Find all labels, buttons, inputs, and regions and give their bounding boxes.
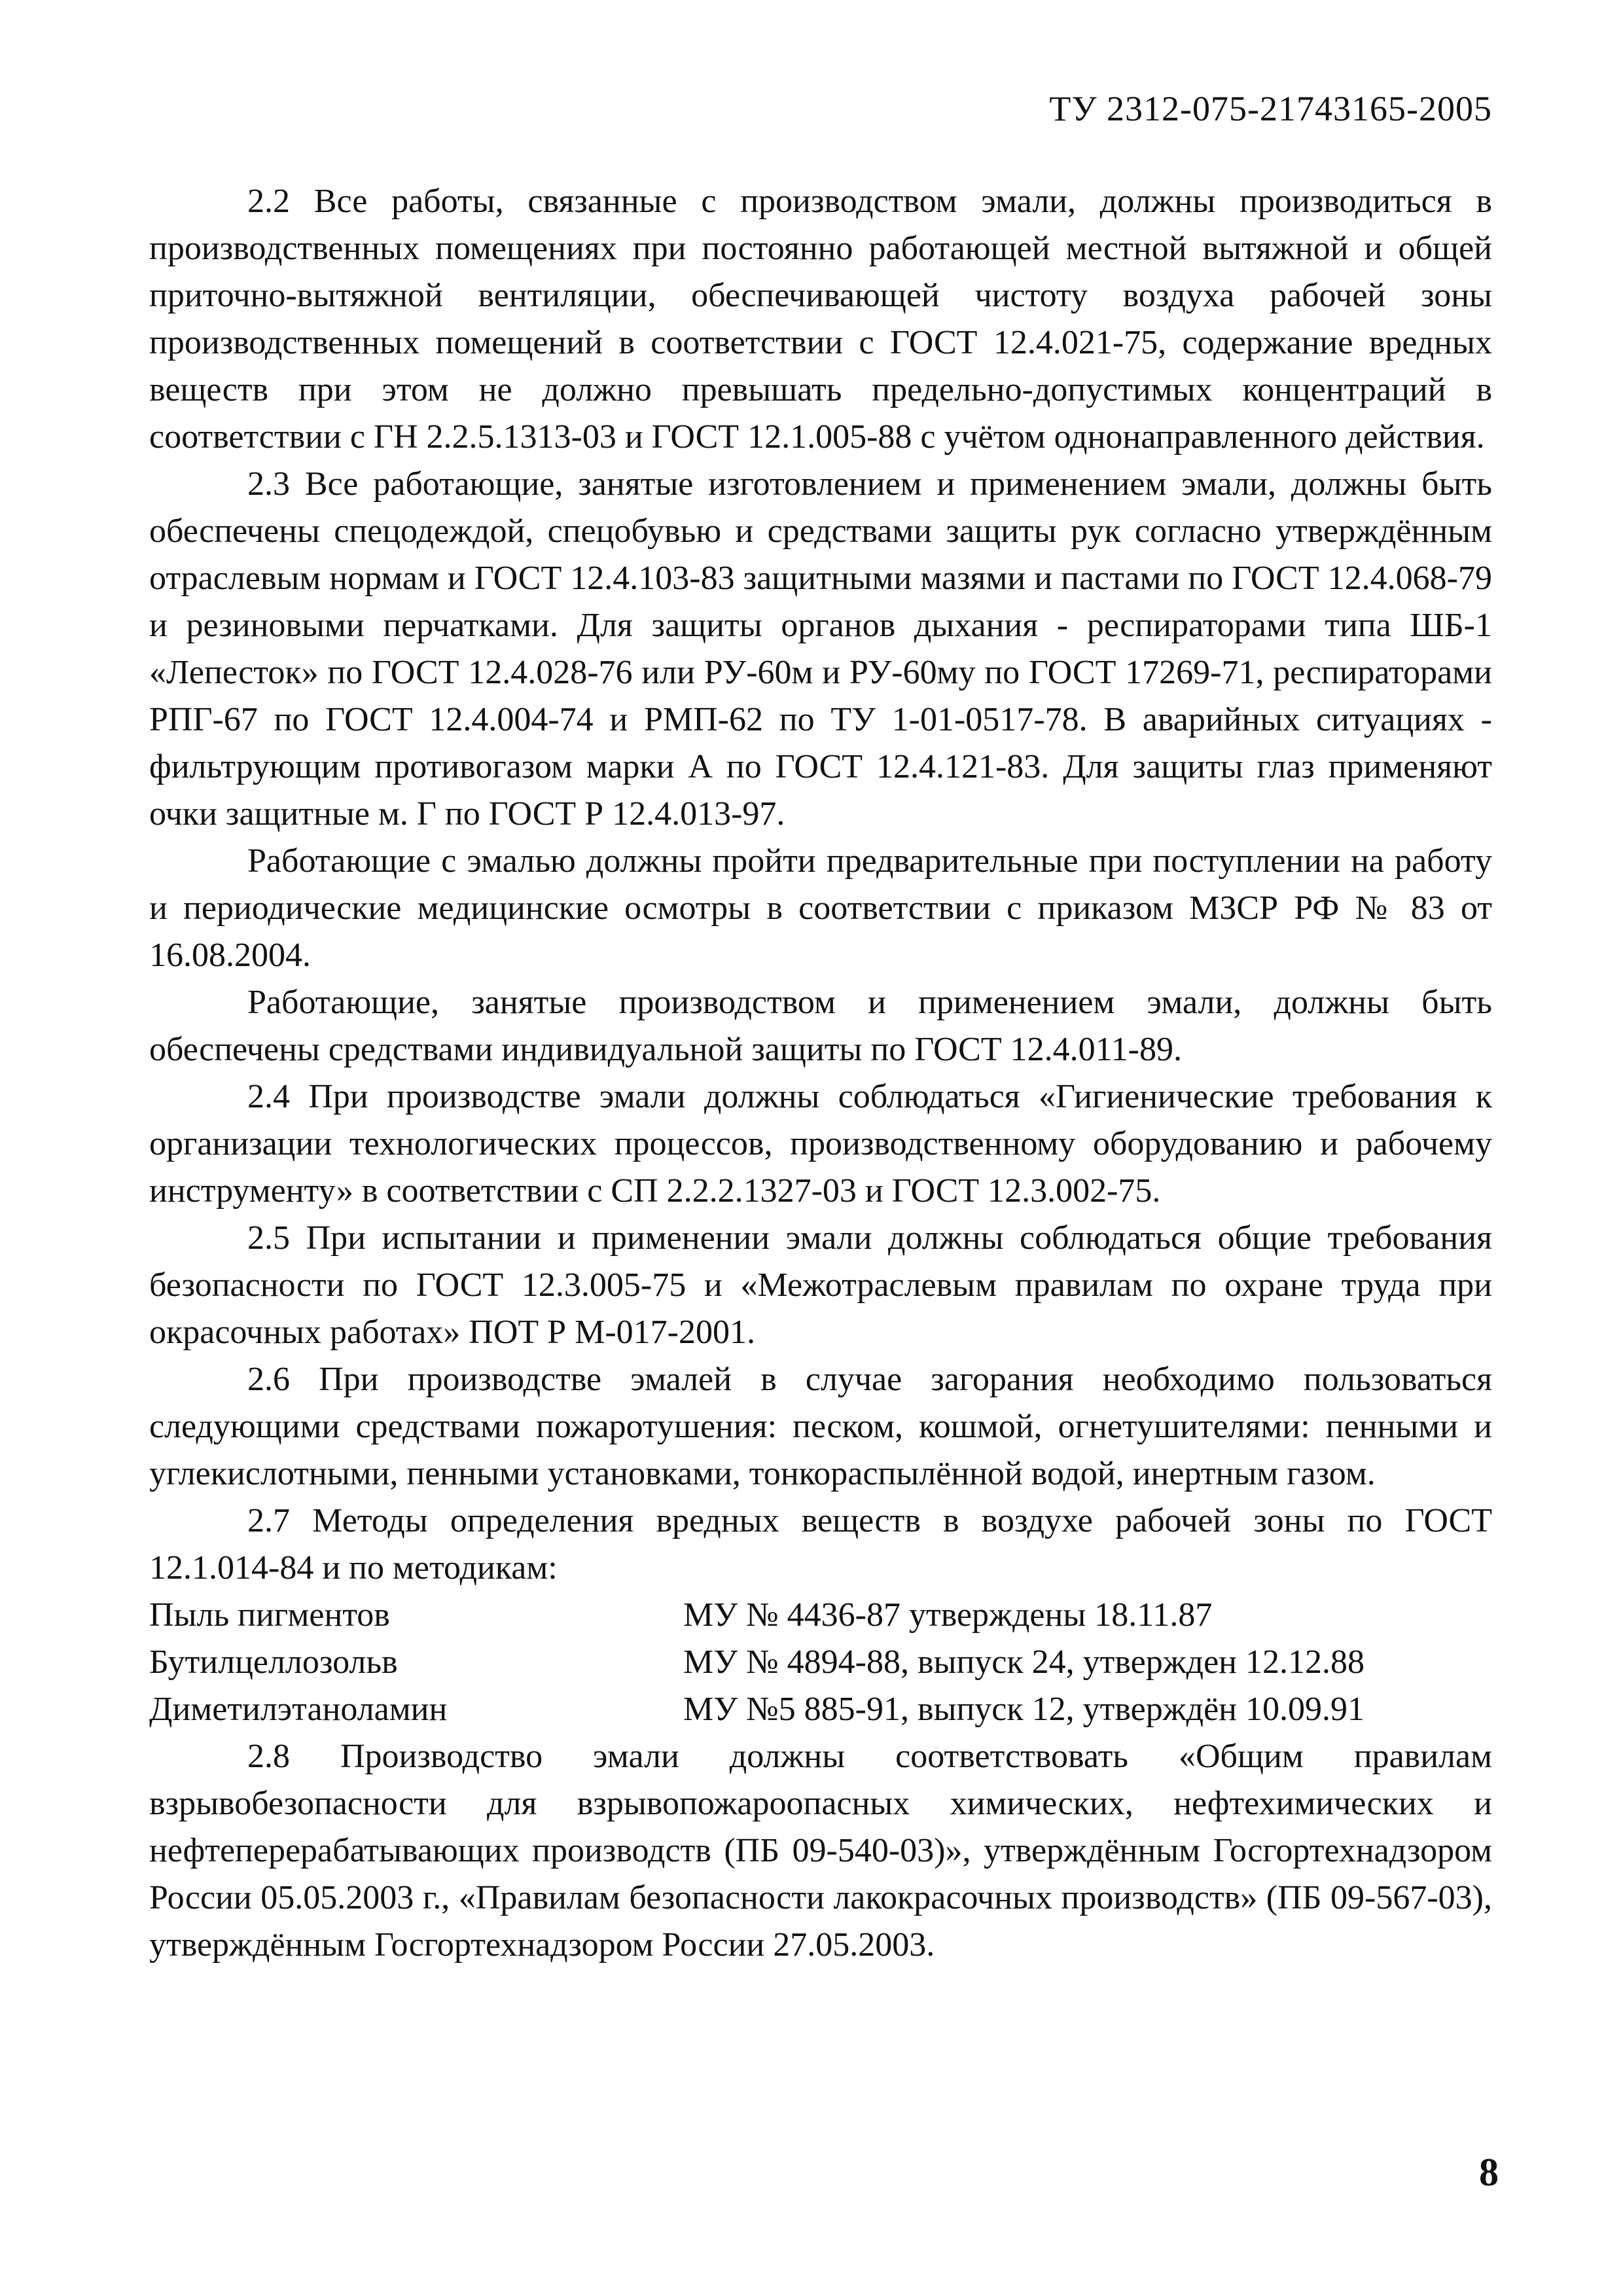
substance-name: Бутилцеллозольв: [149, 1643, 398, 1681]
paragraph-2-3: 2.3 Все работающие, занятые изготовлением и применением эмали, должны быть обеспечены спецодеждой, спецобувью и средствами защиты рук согласно утверждённым отраслевым нормам и ГОСТ 12.4.103-83 защитными мазями и пастами по ГОСТ 12.4.068-79 и резиновыми перчатками. Для защиты органов дыхания - респираторами типа ШБ-1 «Лепесток» по ГОСТ 12.4.028-76 или РУ-60м и РУ-60му по ГОСТ 17269-71, респираторами РПГ-67 по ГОСТ 12.4.004-74 и РМП-62 по ТУ 1-01-0517-78. В аварийных ситуациях - фильтрующим противогазом марки А по ГОСТ 12.4.121-83. Для защиты глаз применяют очки защитные м. Г по ГОСТ Р 12.4.013-97.: [149, 465, 1492, 833]
paragraph-medical-exams: Работающие с эмалью должны пройти предварительные при поступлении на работу и периодические медицинские осмотры в соответствии с приказом МЗСР РФ № 83 от 16.08.2004.: [149, 842, 1492, 974]
paragraph-2-2: 2.2 Все работы, связанные с производством эмали, должны производиться в производственных помещениях при постоянно работающей местной вытяжной и общей приточно-вытяжной вентиляции, обеспечивающей чистоту воздуха рабочей зоны производственных помещений в соответствии с ГОСТ 12.4.021-75, содержание вредных веществ при этом не должно превышать предельно-допустимых концентраций в соответствии с ГН 2.2.5.1313-03 и ГОСТ 12.1.005-88 с учётом однонаправленного действия.: [149, 183, 1492, 456]
paragraph-2-7: 2.7 Методы определения вредных веществ в воздухе рабочей зоны по ГОСТ 12.1.014-84 и по методикам:: [149, 1502, 1492, 1587]
paragraph-2-5: 2.5 При испытании и применении эмали должны соблюдаться общие требования безопасности по ГОСТ 12.3.005-75 и «Межотраслевым правилам по охране труда при окрасочных работах» ПОТ Р М-017-2001.: [149, 1219, 1492, 1351]
table-row: [149, 1592, 1492, 1639]
method-reference: МУ № 4894-88, выпуск 24, утвержден 12.12.88: [683, 1643, 1364, 1681]
document-body: [149, 178, 1492, 1969]
paragraph-ppe: Работающие, занятые производством и применением эмали, должны быть обеспечены средствами индивидуальной защиты по ГОСТ 12.4.011-89.: [149, 984, 1492, 1068]
substance-name: Пыль пигментов: [149, 1596, 390, 1634]
methods-table: [149, 1592, 1492, 1733]
paragraph-2-6: 2.6 При производстве эмалей в случае загорания необходимо пользоваться следующими средствами пожаротушения: песком, кошмой, огнетушителями: пенными и углекислотными, пенными установками, тонкораспылённой водой, инертным газом.: [149, 1361, 1492, 1492]
document-code: ТУ 2312-075-21743165-2005: [1049, 89, 1492, 128]
paragraph-2-8: 2.8 Производство эмали должны соответствовать «Общим правилам взрывобезопасности для взрывопожароопасных химических, нефтехимических и нефтеперерабатывающих производств (ПБ 09-540-03)», утверждённым Госгортехнадзором России 05.05.2003 г., «Правилам безопасности лакокрасочных производств» (ПБ 09-567-03), утверждённым Госгортехнадзором России 27.05.2003.: [149, 1738, 1492, 1964]
substance-name: Диметилэтаноламин: [149, 1691, 448, 1728]
method-reference: МУ №5 885-91, выпуск 12, утверждён 10.09.91: [683, 1691, 1364, 1728]
method-reference: МУ № 4436-87 утверждены 18.11.87: [683, 1596, 1213, 1634]
paragraph-2-4: 2.4 При производстве эмали должны соблюдаться «Гигиенические требования к организации технологических процессов, производственному оборудованию и рабочему инструменту» в соответствии с СП 2.2.2.1327-03 и ГОСТ 12.3.002-75.: [149, 1078, 1492, 1210]
page-number: 8: [1479, 2151, 1499, 2194]
table-row: [149, 1686, 1492, 1733]
table-row: [149, 1639, 1492, 1686]
